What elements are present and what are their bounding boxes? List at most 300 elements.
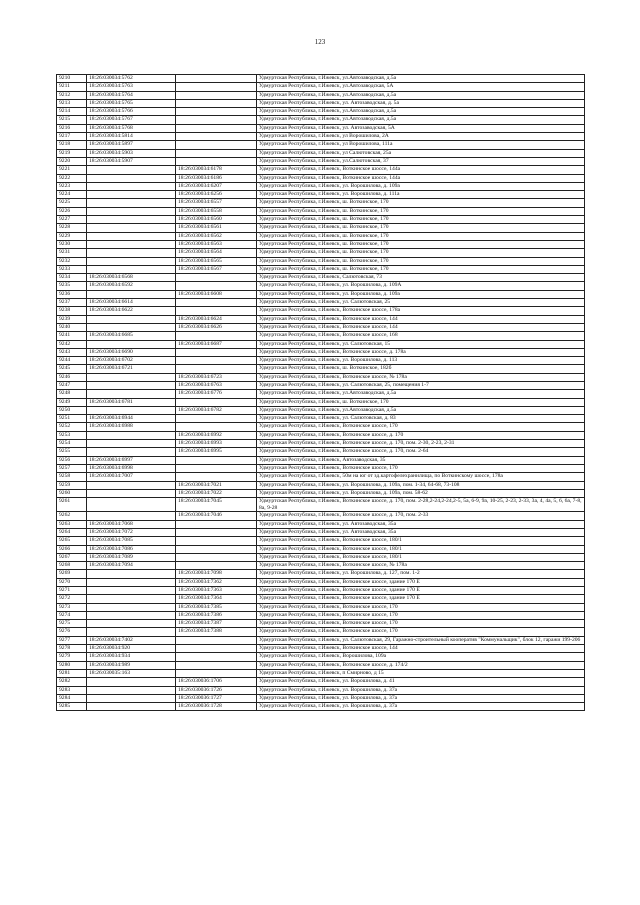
table-row [57, 290, 585, 298]
row-number-cell: 9212 [57, 91, 87, 99]
address-cell: Удмуртская Республика, г.Ижевск, Воткинское шоссе, 178а [257, 307, 585, 315]
building-cadastral-cell: 18:26:030034:7021 [176, 481, 257, 489]
row-number-cell: 9218 [57, 141, 87, 149]
table-row [57, 498, 585, 512]
land-plot-cadastral-cell [87, 431, 176, 439]
row-number-cell: 9250 [57, 406, 87, 414]
building-cadastral-cell: 18:26:030034:6186 [176, 174, 257, 182]
land-plot-cadastral-cell: 18:26:030034:7086 [87, 545, 176, 553]
address-cell: Удмуртская Республика, г.Ижевск, Воткинское шоссе, № 178а [257, 562, 585, 570]
row-number-cell: 9239 [57, 315, 87, 323]
table-row [57, 166, 585, 174]
address-cell: Удмуртская Республика, г.Ижевск, ул. Салютовская, 29, Гаражно-строительный кооператив "Коммунальщик", блок 12, гаражи 199-206 [257, 636, 585, 644]
address-cell: Удмуртская Республика, г.Ижевск, Воткинское шоссе, 170 [257, 603, 585, 611]
land-plot-cadastral-cell: 18:26:030034:5768 [87, 124, 176, 132]
table-row [57, 141, 585, 149]
table-row [57, 694, 585, 702]
land-plot-cadastral-cell [87, 207, 176, 215]
table-row [57, 381, 585, 389]
address-cell: Удмуртская Республика, г.Ижевск, ул.Автозаводская, д.5а [257, 390, 585, 398]
table-row [57, 83, 585, 91]
row-number-cell: 9245 [57, 365, 87, 373]
table-row [57, 182, 585, 190]
row-number-cell: 9227 [57, 216, 87, 224]
address-cell: Удмуртская Республика, г.Ижевск, ул. Ворошилова, д. 109а, пом. 58-62 [257, 489, 585, 497]
address-cell: Удмуртская Республика, г.Ижевск, ш. Воткинское, 170 [257, 257, 585, 265]
land-plot-cadastral-cell [87, 603, 176, 611]
land-plot-cadastral-cell: 18:26:030034:7089 [87, 553, 176, 561]
land-plot-cadastral-cell: 18:26:030034:5762 [87, 75, 176, 83]
land-plot-cadastral-cell [87, 512, 176, 520]
address-cell: Удмуртская Республика, г.Ижевск, Ворошилова, 109а [257, 653, 585, 661]
table-row [57, 124, 585, 132]
address-cell: Удмуртская Республика, г.Ижевск, ул.Автозаводская, 5А [257, 83, 585, 91]
building-cadastral-cell [176, 157, 257, 165]
address-cell: Удмуртская Республика, г.Ижевск, Воткинское шоссе, 144а [257, 174, 585, 182]
row-number-cell: 9210 [57, 75, 87, 83]
row-number-cell: 9264 [57, 528, 87, 536]
land-plot-cadastral-cell [87, 249, 176, 257]
building-cadastral-cell: 18:26:030034:6993 [176, 440, 257, 448]
land-plot-cadastral-cell [87, 570, 176, 578]
cadastral-register-table [56, 74, 585, 711]
row-number-cell: 9256 [57, 456, 87, 464]
land-plot-cadastral-cell: 18:26:030034:7068 [87, 520, 176, 528]
building-cadastral-cell [176, 274, 257, 282]
building-cadastral-cell [176, 423, 257, 431]
building-cadastral-cell [176, 357, 257, 365]
land-plot-cadastral-cell: 18:26:030034:5907 [87, 157, 176, 165]
building-cadastral-cell: 18:26:030034:6763 [176, 381, 257, 389]
row-number-cell: 9219 [57, 149, 87, 157]
land-plot-cadastral-cell: 18:26:030034:6721 [87, 365, 176, 373]
building-cadastral-cell [176, 562, 257, 570]
land-plot-cadastral-cell: 18:26:030034:5903 [87, 149, 176, 157]
row-number-cell: 9279 [57, 653, 87, 661]
row-number-cell: 9274 [57, 611, 87, 619]
building-cadastral-cell: 18:26:030034:6723 [176, 373, 257, 381]
land-plot-cadastral-cell [87, 578, 176, 586]
table-row [57, 628, 585, 636]
land-plot-cadastral-cell: 18:26:030034:6568 [87, 274, 176, 282]
row-number-cell: 9229 [57, 232, 87, 240]
table-row [57, 678, 585, 686]
land-plot-cadastral-cell [87, 694, 176, 702]
table-row [57, 448, 585, 456]
land-plot-cadastral-cell [87, 703, 176, 711]
address-cell: Удмуртская Республика, г.Ижевск, Воткинское шоссе, д. 170 [257, 431, 585, 439]
building-cadastral-cell: 18:26:030034:7362 [176, 578, 257, 586]
land-plot-cadastral-cell: 18:26:030034:6988 [87, 423, 176, 431]
row-number-cell: 9217 [57, 133, 87, 141]
row-number-cell: 9253 [57, 431, 87, 439]
building-cadastral-cell [176, 282, 257, 290]
address-cell: Удмуртская Республика, г.Ижевск, Воткинское шоссе, 144а [257, 166, 585, 174]
building-cadastral-cell: 18:26:030034:6782 [176, 406, 257, 414]
land-plot-cadastral-cell [87, 290, 176, 298]
row-number-cell: 9226 [57, 207, 87, 215]
table-row [57, 99, 585, 107]
address-cell: Удмуртская Республика, г.Ижевск, ул.Автозаводская, д.5а [257, 116, 585, 124]
table-row [57, 232, 585, 240]
address-cell: Удмуртская Республика, г.Ижевск, Воткинское шоссе, здание 170 Е [257, 587, 585, 595]
building-cadastral-cell: 18:26:030034:7045 [176, 498, 257, 512]
table-row [57, 240, 585, 248]
address-cell: Удмуртская Республика, г.Ижевск, ул Ворошилова, 111а [257, 141, 585, 149]
building-cadastral-cell [176, 464, 257, 472]
row-number-cell: 9258 [57, 473, 87, 481]
land-plot-cadastral-cell: 18:26:030035:163 [87, 669, 176, 677]
address-cell: Удмуртская Республика, г.Ижевск, Воткинское шоссе, здание 170 Е [257, 595, 585, 603]
row-number-cell: 9232 [57, 257, 87, 265]
row-number-cell: 9275 [57, 620, 87, 628]
table-row [57, 282, 585, 290]
land-plot-cadastral-cell [87, 182, 176, 190]
table-row [57, 108, 585, 116]
building-cadastral-cell: 18:26:030034:6564 [176, 249, 257, 257]
address-cell: Удмуртская Республика, г.Ижевск, Воткинское шоссе, 170 [257, 620, 585, 628]
address-cell: Удмуртская Республика, г.Ижевск, ш. Воткинское, 170 [257, 398, 585, 406]
land-plot-cadastral-cell: 18:26:030034:7085 [87, 537, 176, 545]
row-number-cell: 9282 [57, 678, 87, 686]
row-number-cell: 9240 [57, 323, 87, 331]
row-number-cell: 9225 [57, 199, 87, 207]
building-cadastral-cell: 18:26:030034:6992 [176, 431, 257, 439]
table-row [57, 332, 585, 340]
building-cadastral-cell [176, 99, 257, 107]
address-cell: Удмуртская Республика, г.Ижевск, Воткинское шоссе, 170 [257, 611, 585, 619]
row-number-cell: 9213 [57, 99, 87, 107]
building-cadastral-cell [176, 473, 257, 481]
address-cell: Удмуртская Республика, г.Ижевск, ул. Салютовская, 25, помещения 1-7 [257, 381, 585, 389]
building-cadastral-cell [176, 124, 257, 132]
table-row [57, 703, 585, 711]
row-number-cell: 9241 [57, 332, 87, 340]
building-cadastral-cell [176, 669, 257, 677]
land-plot-cadastral-cell [87, 489, 176, 497]
table-row [57, 653, 585, 661]
building-cadastral-cell: 18:26:030036:1728 [176, 703, 257, 711]
building-cadastral-cell [176, 661, 257, 669]
building-cadastral-cell: 18:26:030034:7388 [176, 628, 257, 636]
row-number-cell: 9272 [57, 595, 87, 603]
table-row [57, 553, 585, 561]
building-cadastral-cell: 18:26:030034:6560 [176, 216, 257, 224]
row-number-cell: 9283 [57, 686, 87, 694]
building-cadastral-cell: 18:26:030034:7387 [176, 620, 257, 628]
row-number-cell: 9273 [57, 603, 87, 611]
building-cadastral-cell: 18:26:030034:6207 [176, 182, 257, 190]
table-row [57, 315, 585, 323]
address-cell: Удмуртская Республика, г.Ижевск, ул Ворошилова, 2А [257, 133, 585, 141]
land-plot-cadastral-cell [87, 611, 176, 619]
land-plot-cadastral-cell [87, 628, 176, 636]
building-cadastral-cell [176, 645, 257, 653]
land-plot-cadastral-cell [87, 686, 176, 694]
row-number-cell: 9246 [57, 373, 87, 381]
row-number-cell: 9261 [57, 498, 87, 512]
row-number-cell: 9222 [57, 174, 87, 182]
address-cell: Удмуртская Республика, г.Ижевск, ул.Автозаводская, д.5а [257, 75, 585, 83]
address-cell: Удмуртская Республика, г.Ижевск, ш. Воткинское, 170 [257, 232, 585, 240]
land-plot-cadastral-cell: 18:26:030034:6690 [87, 348, 176, 356]
address-cell: Удмуртская Республика, г.Ижевск, Воткинское шоссе, 170 [257, 423, 585, 431]
row-number-cell: 9211 [57, 83, 87, 91]
table-body [57, 75, 585, 711]
land-plot-cadastral-cell: 18:26:030034:6592 [87, 282, 176, 290]
row-number-cell: 9262 [57, 512, 87, 520]
land-plot-cadastral-cell: 18:26:030034:5764 [87, 91, 176, 99]
address-cell: Удмуртская Республика, г.Ижевск, ул. Ворошилова, д. 37а [257, 703, 585, 711]
building-cadastral-cell [176, 537, 257, 545]
address-cell: Удмуртская Республика, г.Ижевск, Воткинское шоссе, здание 170 Е [257, 578, 585, 586]
land-plot-cadastral-cell: 18:26:030034:989 [87, 661, 176, 669]
table-row [57, 537, 585, 545]
land-plot-cadastral-cell [87, 315, 176, 323]
land-plot-cadastral-cell [87, 199, 176, 207]
address-cell: Удмуртская Республика, г.Ижевск, ул. Ворошилова, д. 41 [257, 678, 585, 686]
table-row [57, 274, 585, 282]
address-cell: Удмуртская Республика, г.Ижевск, ш. Воткинское, 170 [257, 207, 585, 215]
address-cell: Удмуртская Республика, г.Ижевск, ул.Салютовская, 37 [257, 157, 585, 165]
land-plot-cadastral-cell [87, 216, 176, 224]
land-plot-cadastral-cell [87, 373, 176, 381]
row-number-cell: 9230 [57, 240, 87, 248]
address-cell: Удмуртская Республика, г.Ижевск, ш. Воткинское, 170 [257, 249, 585, 257]
address-cell: Удмуртская Республика, г.Ижевск, ул. Ворошилова, д. 111а [257, 191, 585, 199]
row-number-cell: 9277 [57, 636, 87, 644]
row-number-cell: 9270 [57, 578, 87, 586]
table-row [57, 406, 585, 414]
land-plot-cadastral-cell [87, 595, 176, 603]
table-row [57, 373, 585, 381]
row-number-cell: 9237 [57, 299, 87, 307]
address-cell: Удмуртская Республика, г.Ижевск, Воткинское шоссе, д. 170, пом. 2-64 [257, 448, 585, 456]
table-row [57, 224, 585, 232]
row-number-cell: 9214 [57, 108, 87, 116]
building-cadastral-cell: 18:26:030034:6562 [176, 232, 257, 240]
row-number-cell: 9220 [57, 157, 87, 165]
row-number-cell: 9236 [57, 290, 87, 298]
building-cadastral-cell: 18:26:030034:6567 [176, 265, 257, 273]
building-cadastral-cell: 18:26:030034:6626 [176, 323, 257, 331]
table-row [57, 191, 585, 199]
building-cadastral-cell [176, 653, 257, 661]
table-row [57, 611, 585, 619]
land-plot-cadastral-cell: 18:26:030034:6944 [87, 415, 176, 423]
address-cell: Удмуртская Республика, г.Ижевск, ул. Автозаводская, 35а [257, 528, 585, 536]
table-row [57, 636, 585, 644]
land-plot-cadastral-cell: 18:26:030034:6702 [87, 357, 176, 365]
address-cell: Удмуртская Республика, г.Ижевск, Воткинское шоссе, д. 170, пом. 2-30, 2-23, 2-31 [257, 440, 585, 448]
address-cell: Удмуртская Республика, г.Ижевск, 50м на юг от зд.картофелехранилища, по Воткинскому шоссе, 178а [257, 473, 585, 481]
land-plot-cadastral-cell [87, 481, 176, 489]
land-plot-cadastral-cell [87, 448, 176, 456]
row-number-cell: 9223 [57, 182, 87, 190]
row-number-cell: 9215 [57, 116, 87, 124]
row-number-cell: 9228 [57, 224, 87, 232]
building-cadastral-cell [176, 116, 257, 124]
building-cadastral-cell [176, 365, 257, 373]
table-row [57, 456, 585, 464]
building-cadastral-cell [176, 307, 257, 315]
building-cadastral-cell: 18:26:030036:1706 [176, 678, 257, 686]
table-row [57, 75, 585, 83]
building-cadastral-cell: 18:26:030034:6776 [176, 390, 257, 398]
row-number-cell: 9276 [57, 628, 87, 636]
building-cadastral-cell [176, 528, 257, 536]
address-cell: Удмуртская Республика, г.Ижевск, ул.Автозаводская, д.5а [257, 91, 585, 99]
building-cadastral-cell [176, 520, 257, 528]
row-number-cell: 9284 [57, 694, 87, 702]
land-plot-cadastral-cell: 18:26:030034:5765 [87, 99, 176, 107]
address-cell: Удмуртская Республика, г.Ижевск, Воткинское шоссе, 168 [257, 332, 585, 340]
address-cell: Удмуртская Республика, г.Ижевск, ш. Воткинское, 170 [257, 216, 585, 224]
table-row [57, 570, 585, 578]
building-cadastral-cell [176, 75, 257, 83]
land-plot-cadastral-cell [87, 587, 176, 595]
row-number-cell: 9278 [57, 645, 87, 653]
table-row [57, 545, 585, 553]
table-row [57, 365, 585, 373]
land-plot-cadastral-cell [87, 174, 176, 182]
address-cell: Удмуртская Республика, г.Ижевск, ул. Салютовская, д. 83 [257, 415, 585, 423]
land-plot-cadastral-cell [87, 323, 176, 331]
building-cadastral-cell [176, 91, 257, 99]
land-plot-cadastral-cell: 18:26:030034:5897 [87, 141, 176, 149]
table-row [57, 423, 585, 431]
row-number-cell: 9254 [57, 440, 87, 448]
table-row [57, 149, 585, 157]
table-row [57, 562, 585, 570]
land-plot-cadastral-cell [87, 265, 176, 273]
building-cadastral-cell: 18:26:030034:6557 [176, 199, 257, 207]
table-row [57, 323, 585, 331]
row-number-cell: 9265 [57, 537, 87, 545]
row-number-cell: 9221 [57, 166, 87, 174]
land-plot-cadastral-cell [87, 440, 176, 448]
table-row [57, 199, 585, 207]
table-row [57, 348, 585, 356]
address-cell: Удмуртская Республика, г.Ижевск, Воткинское шоссе, 180/1 [257, 545, 585, 553]
row-number-cell: 9285 [57, 703, 87, 711]
address-cell: Удмуртская Республика, г.Ижевск, ул. Ворошилова, д. 109а [257, 182, 585, 190]
table-row [57, 91, 585, 99]
building-cadastral-cell: 18:26:030036:1726 [176, 686, 257, 694]
building-cadastral-cell: 18:26:030034:6687 [176, 340, 257, 348]
table-row [57, 603, 585, 611]
building-cadastral-cell [176, 108, 257, 116]
table-row [57, 661, 585, 669]
building-cadastral-cell: 18:26:030034:6624 [176, 315, 257, 323]
row-number-cell: 9268 [57, 562, 87, 570]
table-row [57, 265, 585, 273]
row-number-cell: 9242 [57, 340, 87, 348]
row-number-cell: 9271 [57, 587, 87, 595]
address-cell: Удмуртская Республика, г.Ижевск, ул. Автозаводская, 35а [257, 520, 585, 528]
address-cell: Удмуртская Республика, г.Ижевск, Воткинское шоссе, 180/1 [257, 553, 585, 561]
table-row [57, 415, 585, 423]
building-cadastral-cell: 18:26:030036:1727 [176, 694, 257, 702]
address-cell: Удмуртская Республика, г.Ижевск, Воткинское шоссе, д. 170, пом. 2-28,2-24,2-24,2-5, 5а, 6-9, 9а, 10-25, 2-23, 2-33, 3а, 4, 4а, 5, 6, 6а, 7-8, 8а, 9-28 [257, 498, 585, 512]
land-plot-cadastral-cell: 18:26:030034:7072 [87, 528, 176, 536]
land-plot-cadastral-cell: 18:26:030034:5814 [87, 133, 176, 141]
land-plot-cadastral-cell [87, 224, 176, 232]
land-plot-cadastral-cell [87, 620, 176, 628]
row-number-cell: 9247 [57, 381, 87, 389]
row-number-cell: 9267 [57, 553, 87, 561]
address-cell: Удмуртская Республика, г.Ижевск, ул. Ворошилова, д. 109А [257, 282, 585, 290]
address-cell: Удмуртская Республика, г.Ижевск, Воткинское шоссе, 180/1 [257, 537, 585, 545]
address-cell: Удмуртская Республика, г.Ижевск, п Смирново, д 15 [257, 669, 585, 677]
land-plot-cadastral-cell: 18:26:030034:6997 [87, 456, 176, 464]
building-cadastral-cell [176, 545, 257, 553]
table-row [57, 489, 585, 497]
land-plot-cadastral-cell: 18:26:030034:6781 [87, 398, 176, 406]
table-row [57, 299, 585, 307]
address-cell: Удмуртская Республика, г.Ижевск, Воткинское шоссе, д. 170, пом. 2-33 [257, 512, 585, 520]
building-cadastral-cell [176, 299, 257, 307]
table-row [57, 398, 585, 406]
land-plot-cadastral-cell: 18:26:030034:934 [87, 653, 176, 661]
row-number-cell: 9281 [57, 669, 87, 677]
row-number-cell: 9249 [57, 398, 87, 406]
address-cell: Удмуртская Республика, г.Ижевск, ш. Воткинское, 170 [257, 265, 585, 273]
address-cell: Удмуртская Республика, г.Ижевск, ул. Автозаводская, 5А [257, 124, 585, 132]
building-cadastral-cell [176, 332, 257, 340]
table-row [57, 257, 585, 265]
building-cadastral-cell [176, 141, 257, 149]
table-row [57, 340, 585, 348]
building-cadastral-cell: 18:26:030034:7046 [176, 512, 257, 520]
table-row [57, 133, 585, 141]
building-cadastral-cell [176, 553, 257, 561]
table-row [57, 464, 585, 472]
address-cell: Удмуртская Республика, г.Ижевск, Воткинское шоссе, 170 [257, 464, 585, 472]
building-cadastral-cell: 18:26:030034:7386 [176, 611, 257, 619]
building-cadastral-cell: 18:26:030034:6563 [176, 240, 257, 248]
building-cadastral-cell: 18:26:030034:6608 [176, 290, 257, 298]
table-row [57, 440, 585, 448]
row-number-cell: 9269 [57, 570, 87, 578]
address-cell: Удмуртская Республика, г.Ижевск, ул. Салютовская, 25 [257, 299, 585, 307]
land-plot-cadastral-cell [87, 232, 176, 240]
building-cadastral-cell [176, 415, 257, 423]
table-row [57, 473, 585, 481]
table-row [57, 174, 585, 182]
building-cadastral-cell [176, 636, 257, 644]
address-cell: Удмуртская Республика, г.Ижевск, ул. Салютовская, 15 [257, 340, 585, 348]
table-row [57, 390, 585, 398]
land-plot-cadastral-cell: 18:26:030034:5763 [87, 83, 176, 91]
land-plot-cadastral-cell: 18:26:030034:6622 [87, 307, 176, 315]
row-number-cell: 9255 [57, 448, 87, 456]
address-cell: Удмуртская Республика, г.Ижевск, ул. Ворошилова, д. 109а [257, 290, 585, 298]
table-row [57, 595, 585, 603]
land-plot-cadastral-cell: 18:26:030034:5767 [87, 116, 176, 124]
land-plot-cadastral-cell: 18:26:030034:7094 [87, 562, 176, 570]
table-row [57, 528, 585, 536]
address-cell: Удмуртская Республика, г.Ижевск, ш. Воткинское, 170 [257, 224, 585, 232]
land-plot-cadastral-cell: 18:26:030034:6685 [87, 332, 176, 340]
building-cadastral-cell: 18:26:030034:7022 [176, 489, 257, 497]
row-number-cell: 9248 [57, 390, 87, 398]
row-number-cell: 9263 [57, 520, 87, 528]
table-row [57, 669, 585, 677]
land-plot-cadastral-cell: 18:26:030034:7007 [87, 473, 176, 481]
table-row [57, 207, 585, 215]
address-cell: Удмуртская Республика, г.Ижевск, Воткинское шоссе, 144 [257, 645, 585, 653]
